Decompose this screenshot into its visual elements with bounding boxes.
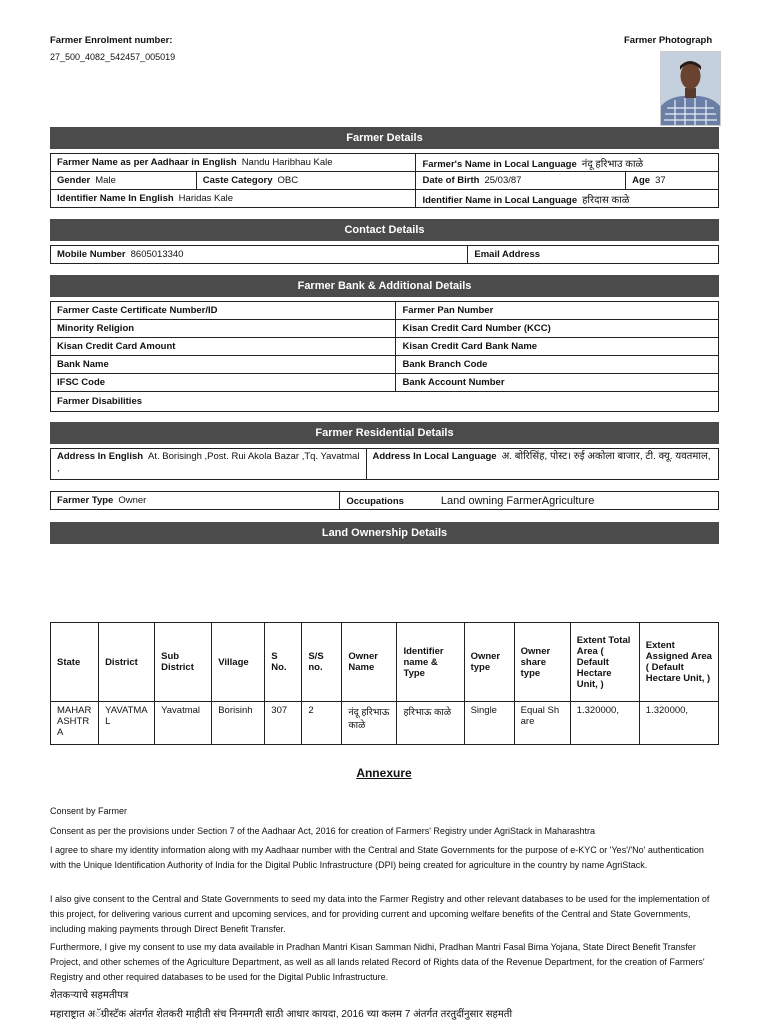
- land-data-cell: YAVATMAL: [99, 702, 155, 745]
- caste-cell: Caste Category OBC: [196, 172, 416, 190]
- land-header-cell: District: [99, 623, 155, 702]
- pan-cell: Farmer Pan Number: [396, 302, 719, 320]
- land-header-cell: Owner share type: [514, 623, 570, 702]
- consent-paragraph-4: Furthermore, I give my consent to use my data available in Pradhan Mantri Kisan Samman Nidhi, Pradhan Mantri Fasal Bima Yojana, State Direct Benefit Transfer Project, and other schemes of the Agriculture Department, as well as all lands related Record of Rights data of the Revenue Department, for the creation of Farmers' Registry and other required databases to be used for the Digital Public Infrastructure.: [50, 942, 705, 982]
- farmer-type-cell: Farmer Type Owner: [51, 492, 340, 510]
- land-header-cell: Sub District: [155, 623, 212, 702]
- bank-name-cell: Bank Name: [51, 356, 396, 374]
- land-header-cell: Owner type: [464, 623, 514, 702]
- land-data-cell: नंदू हरिभाऊ काळे: [342, 702, 397, 745]
- address-local-cell: Address In Local Language अ. बोरिसिंह, पोस्ट। रुई अकोला बाजार, टी. क्यू. यवतमाल,: [366, 449, 718, 480]
- caste-certificate-cell: Farmer Caste Certificate Number/ID: [51, 302, 396, 320]
- land-data-cell: Borisinh: [212, 702, 265, 745]
- annexure-title: Annexure: [356, 766, 412, 780]
- photo-label: Farmer Photograph: [624, 35, 713, 46]
- table-row: [51, 702, 719, 745]
- land-header-cell: Extent Total Area ( Default Hectare Unit, ): [570, 623, 639, 702]
- land-data-cell: 1.320000,: [639, 702, 718, 745]
- branch-code-cell: Bank Branch Code: [396, 356, 719, 374]
- land-header-cell: Village: [212, 623, 265, 702]
- ifsc-cell: IFSC Code: [51, 374, 396, 392]
- enrolment-number: 27_500_4082_542457_005019: [50, 52, 176, 62]
- land-data-cell: Equal Share: [514, 702, 570, 745]
- consent-paragraph-2: I agree to share my identity information along with my Aadhaar number with the Central and State Governments for the purpose of e-KYC or 'Yes'/'No' authentication with the Unique Identification Authority of India for the Digital Public Infrastructure (DPI) being created for agriculture in the country by name AgriStack.: [50, 845, 704, 870]
- land-header-cell: S/S no.: [302, 623, 342, 702]
- land-header-cell: Owner Name: [342, 623, 397, 702]
- land-ownership-table: [50, 622, 719, 745]
- minority-cell: Minority Religion: [51, 320, 396, 338]
- farmer-name-en-cell: Farmer Name as per Aadhaar in English Nandu Haribhau Kale: [51, 154, 416, 172]
- section-residential-details: Farmer Residential Details: [50, 422, 719, 444]
- contact-table: [50, 245, 719, 264]
- land-data-cell: 1.320000,: [570, 702, 639, 745]
- section-contact-details: Contact Details: [50, 219, 719, 241]
- section-land-details: Land Ownership Details: [50, 522, 719, 544]
- age-cell: Age 37: [626, 172, 719, 190]
- email-cell: Email Address: [468, 246, 719, 264]
- identifier-en-cell: Identifier Name In English Haridas Kale: [51, 190, 416, 208]
- farmer-details-table: [50, 153, 719, 208]
- land-data-cell: 2: [302, 702, 342, 745]
- farmer-name-local-cell: Farmer's Name in Local Language नंदू हरिभाउ काळे: [416, 154, 719, 172]
- bank-table: [50, 301, 719, 412]
- account-number-cell: Bank Account Number: [396, 374, 719, 392]
- farmer-type-table: [50, 491, 719, 510]
- farmer-photo: [660, 51, 721, 126]
- kcc-bank-cell: Kisan Credit Card Bank Name: [396, 338, 719, 356]
- land-data-cell: Single: [464, 702, 514, 745]
- land-header-cell: S No.: [265, 623, 302, 702]
- marathi-consent-heading: शेतकऱ्याचे सहमतीपत्र: [50, 990, 129, 1001]
- dob-cell: Date of Birth 25/03/87: [416, 172, 626, 190]
- consent-heading: Consent by Farmer: [50, 806, 128, 816]
- land-data-cell: हरिभाऊ काळे: [397, 702, 464, 745]
- section-farmer-details: Farmer Details: [50, 127, 719, 149]
- consent-paragraph-1: Consent as per the provisions under Section 7 of the Aadhaar Act, 2016 for creation of Farmers' Registry under AgriStack in Maharashtra: [50, 826, 596, 836]
- gender-cell: Gender Male: [51, 172, 197, 190]
- address-table: [50, 448, 719, 480]
- land-data-cell: 307: [265, 702, 302, 745]
- consent-paragraph-3: I also give consent to the Central and State Governments to seed my data into the Farmer Registry and other relevant databases to be used for the implementation of this project, for delivering various current and upcoming services, and for providing current and upcoming welfare benefits of the Central and State Governments, including making payments through Direct Benefit Transfer.: [50, 894, 710, 934]
- land-header-cell: State: [51, 623, 99, 702]
- land-data-cell: Yavatmal: [155, 702, 212, 745]
- occupations-cell: Occupations Land owning FarmerAgriculture: [340, 492, 719, 510]
- kcc-amount-cell: Kisan Credit Card Amount: [51, 338, 396, 356]
- identifier-local-cell: Identifier Name in Local Language हरिदास काळे: [416, 190, 719, 208]
- disabilities-cell: Farmer Disabilities: [51, 392, 719, 412]
- enrolment-label: Farmer Enrolment number:: [50, 35, 173, 46]
- address-en-cell: Address In English At. Borisingh ,Post. Rui Akola Bazar ,Tq. Yavatmal ,: [51, 449, 367, 480]
- mobile-cell: Mobile Number 8605013340: [51, 246, 468, 264]
- land-data-cell: MAHARASHTRA: [51, 702, 99, 745]
- land-header-cell: Extent Assigned Area ( Default Hectare Unit, ): [639, 623, 718, 702]
- section-bank-details: Farmer Bank & Additional Details: [50, 275, 719, 297]
- land-header-cell: Identifier name & Type: [397, 623, 464, 702]
- kcc-number-cell: Kisan Credit Card Number (KCC): [396, 320, 719, 338]
- marathi-consent-line: महाराष्ट्रात अॅग्रीस्टॅक अंतर्गत शेतकरी माहीती संच निनमगती साठी आधार कायदा, 2016 च्या कलम 7 अंतर्गत तरतुदींनुसार सहमती: [50, 1009, 513, 1020]
